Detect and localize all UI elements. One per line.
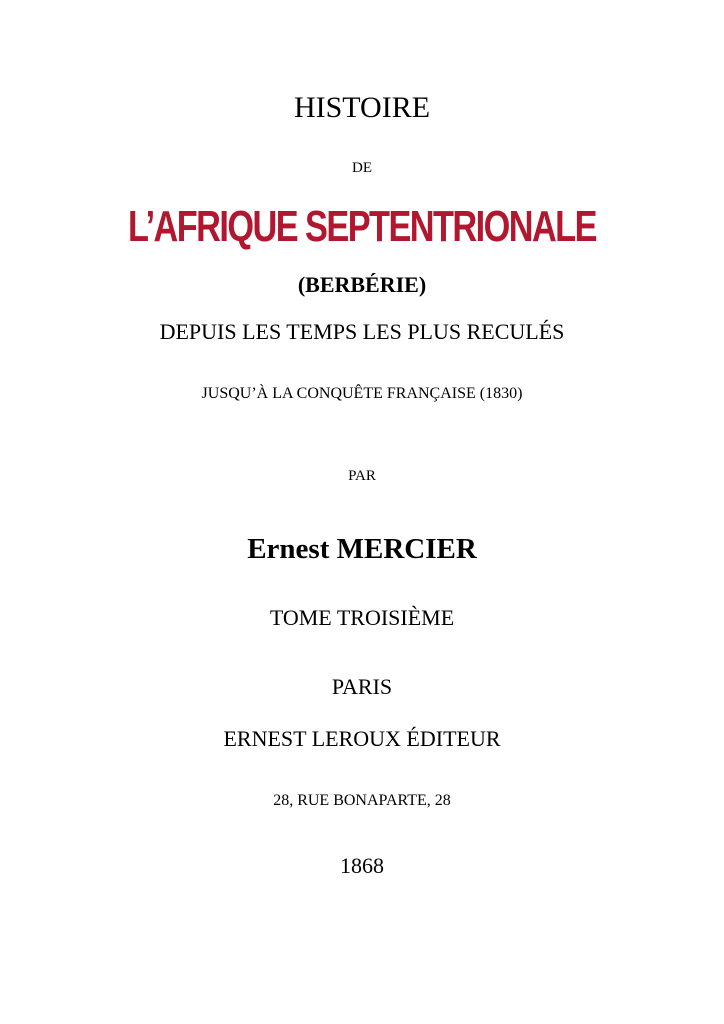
subtitle-depuis: DEPUIS LES TEMPS LES PLUS RECULÉS	[159, 319, 565, 344]
main-title: L’AFRIQUE SEPTENTRIONALE	[128, 202, 596, 251]
title-de: DE	[352, 160, 372, 176]
publication-city: PARIS	[331, 674, 393, 699]
by-label: PAR	[348, 468, 376, 484]
volume-label: TOME TROISIÈME	[269, 605, 455, 630]
subtitle-jusqu: JUSQU’À LA CONQUÊTE FRANÇAISE (1830)	[201, 385, 523, 402]
publication-year: 1868	[340, 853, 384, 878]
subtitle-berberie: (BERBÉRIE)	[297, 272, 427, 297]
title-histoire: HISTOIRE	[293, 91, 431, 124]
publisher-address: 28, RUE BONAPARTE, 28	[273, 792, 451, 809]
publisher-name: ERNEST LEROUX ÉDITEUR	[223, 726, 501, 751]
author-name: Ernest MERCIER	[247, 533, 477, 565]
